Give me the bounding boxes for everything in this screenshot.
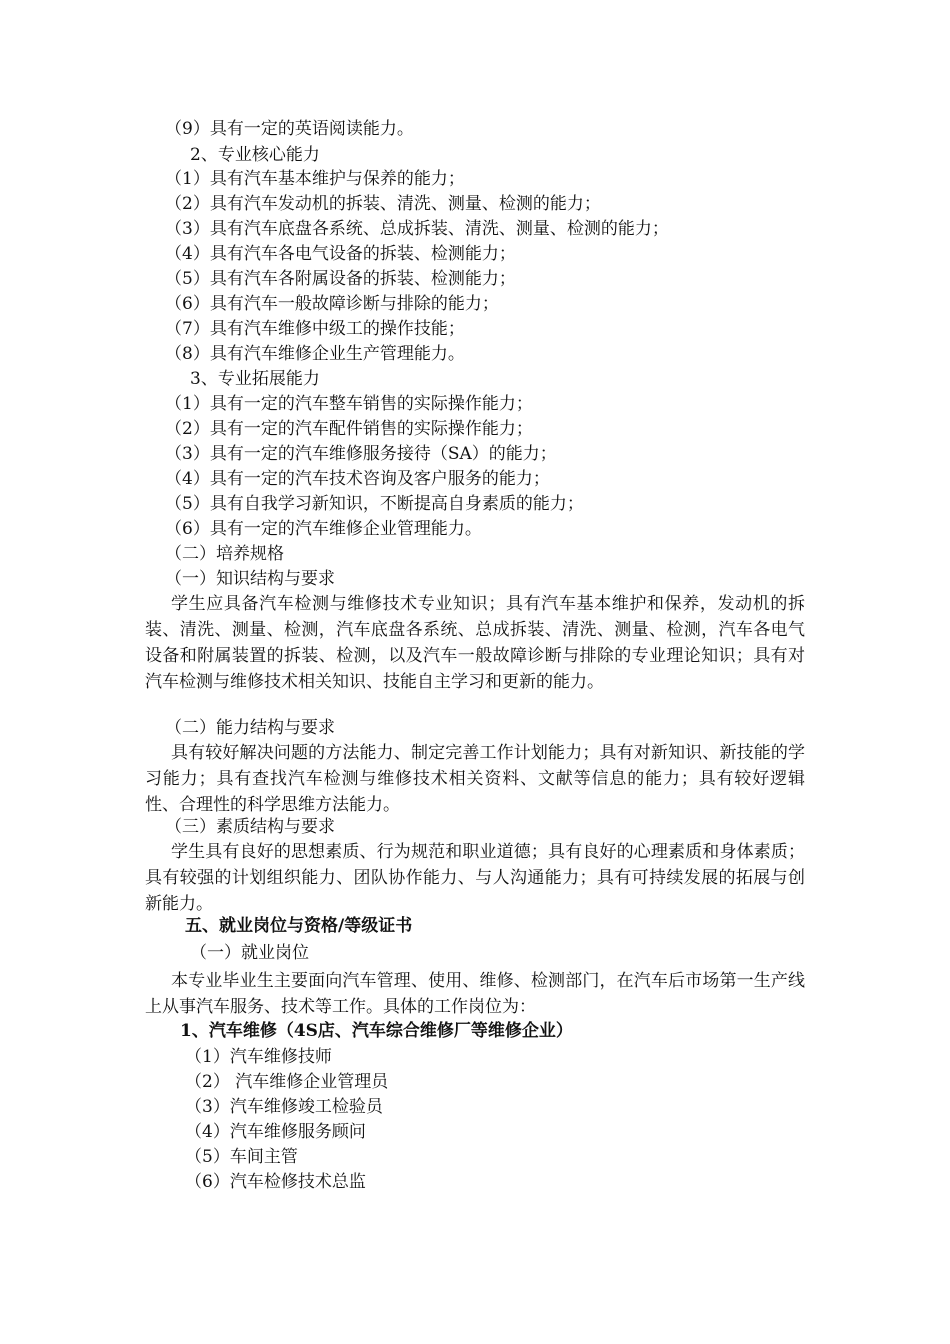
ability-item-9: （9）具有一定的英语阅读能力。 [165,119,414,139]
core-ability-item-2: （2）具有汽车发动机的拆装、清洗、测量、检测的能力； [165,194,601,214]
extension-ability-item-5: （5）具有自我学习新知识，不断提高自身素质的能力； [165,494,584,514]
extension-ability-item-6: （6）具有一定的汽车维修企业管理能力。 [165,519,482,539]
job-item-1: （1）汽车维修技师 [185,1047,332,1067]
extension-ability-item-4: （4）具有一定的汽车技术咨询及客户服务的能力； [165,469,550,489]
core-ability-heading: 2、专业核心能力 [190,145,320,165]
extension-ability-item-2: （2）具有一定的汽车配件销售的实际操作能力； [165,419,533,439]
training-spec-heading: （二）培养规格 [165,544,284,564]
auto-repair-heading: 1、汽车维修（4S店、汽车综合维修厂等维修企业） [180,1021,573,1041]
job-item-2: （2） 汽车维修企业管理员 [185,1072,389,1092]
job-item-3: （3）汽车维修竣工检验员 [185,1097,383,1117]
quality-heading: （三）素质结构与要求 [165,817,335,837]
ability-structure-heading: （二）能力结构与要求 [165,718,335,738]
knowledge-paragraph: 学生应具备汽车检测与维修技术专业知识；具有汽车基本维护和保养，发动机的拆装、清洗、测量、检测，汽车底盘各系统、总成拆装、清洗、测量、检测，汽车各电气设备和附属装置的拆装、检测，以及汽车一般故障诊断与排除的专业理论知识；具有对汽车检测与维修技术相关知识、技能自主学习和更新的能力。 [145,594,805,692]
job-item-5: （5）车间主管 [185,1147,298,1167]
core-ability-item-7: （7）具有汽车维修中级工的操作技能； [165,319,465,339]
core-ability-item-8: （8）具有汽车维修企业生产管理能力。 [165,344,465,364]
core-ability-item-4: （4）具有汽车各电气设备的拆装、检测能力； [165,244,516,264]
extension-ability-item-3: （3）具有一定的汽车维修服务接待（SA）的能力； [165,444,557,464]
job-item-6: （6）汽车检修技术总监 [185,1172,366,1192]
core-ability-item-6: （6）具有汽车一般故障诊断与排除的能力； [165,294,499,314]
core-ability-item-3: （3）具有汽车底盘各系统、总成拆装、清洗、测量、检测的能力； [165,219,669,239]
job-item-4: （4）汽车维修服务顾问 [185,1122,366,1142]
quality-paragraph: 学生具有良好的思想素质、行为规范和职业道德；具有良好的心理素质和身体素质；具有较强的计划组织能力、团队协作能力、与人沟通能力；具有可持续发展的拓展与创新能力。 [145,842,805,914]
section-5-heading: 五、就业岗位与资格/等级证书 [185,916,413,936]
core-ability-item-1: （1）具有汽车基本维护与保养的能力； [165,169,465,189]
extension-ability-heading: 3、专业拓展能力 [190,369,320,389]
knowledge-heading: （一）知识结构与要求 [165,569,335,589]
ability-structure-paragraph: 具有较好解决问题的方法能力、制定完善工作计划能力；具有对新知识、新技能的学习能力；具有查找汽车检测与维修技术相关资料、文献等信息的能力；具有较好逻辑性、合理性的科学思维方法能力。 [145,743,805,815]
jobs-paragraph: 本专业毕业生主要面向汽车管理、使用、维修、检测部门，在汽车后市场第一生产线上从事汽车服务、技术等工作。具体的工作岗位为： [145,971,805,1017]
jobs-heading: （一）就业岗位 [190,943,309,963]
core-ability-item-5: （5）具有汽车各附属设备的拆装、检测能力； [165,269,516,289]
extension-ability-item-1: （1）具有一定的汽车整车销售的实际操作能力； [165,394,533,414]
